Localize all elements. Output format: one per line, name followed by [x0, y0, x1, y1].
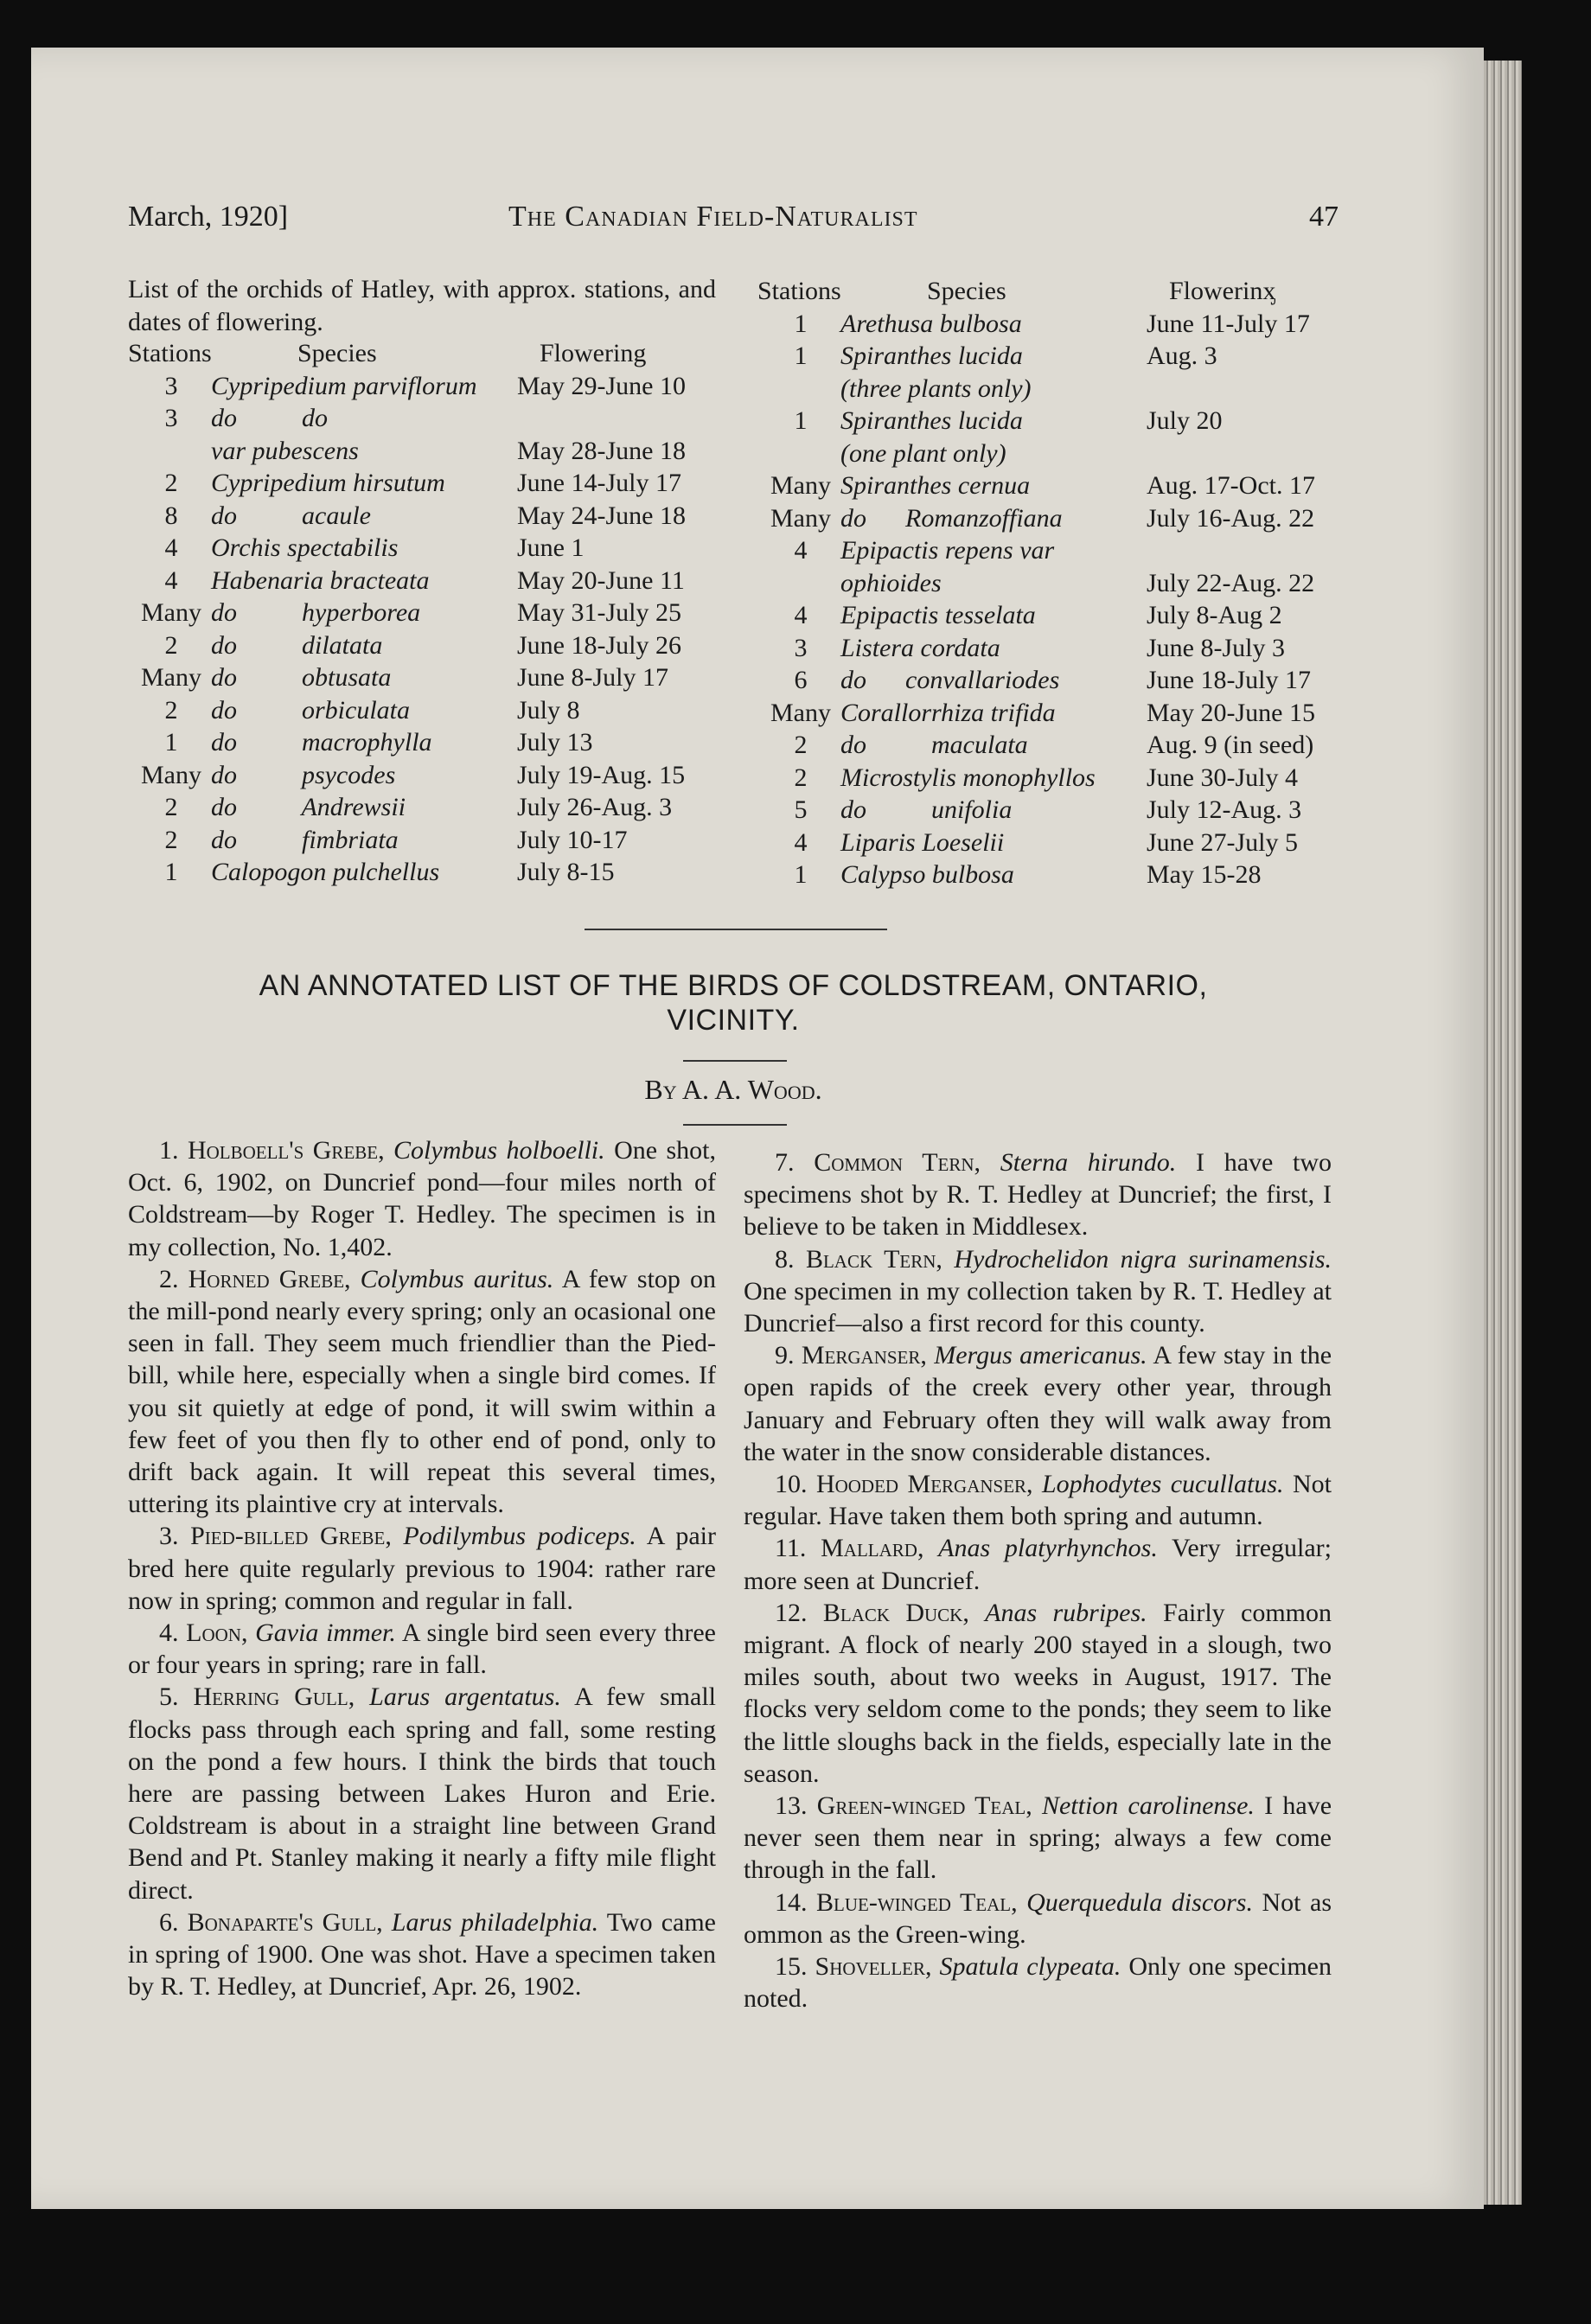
orchid-table-header-right — [757, 275, 1345, 308]
orchid-row — [757, 340, 1345, 373]
common-name: Loon, — [186, 1618, 248, 1648]
orchid-row — [128, 791, 725, 824]
station-count: 3 — [164, 371, 178, 400]
flowering-dates: Aug. 9 (in seed) — [1147, 731, 1314, 759]
station-count: 1 — [794, 406, 808, 435]
orchid-row — [757, 762, 1345, 795]
station-count: 2 — [164, 630, 178, 660]
entry-text: Two came in spring of 1900. One was shot. Have a specimen taken by R. T. Hedley, at Duncrief, Apr. 26, 1902. — [128, 1907, 716, 2002]
flowering-dates: July 22-Aug. 22 — [1147, 568, 1315, 597]
station-count: Many — [141, 760, 201, 789]
station-count: Many — [770, 503, 831, 533]
orchid-table-left — [128, 337, 725, 889]
flowering-dates: Aug. 17-Oct. 17 — [1147, 471, 1315, 500]
common-name: Green-winged Teal, — [816, 1791, 1032, 1821]
species-name: Corallorrhiza trifida — [840, 698, 1056, 727]
entry-text: Only one specimen noted. — [744, 1952, 1332, 2014]
orchid-row — [757, 827, 1345, 859]
species-name: Liparis Loeselii — [840, 827, 1005, 857]
orchid-row — [128, 402, 725, 435]
orchid-row — [128, 694, 725, 727]
species-name: var pubescens — [211, 436, 359, 465]
orchid-list-intro: List of the orchids of Hatley, with approx. stations, and dates of flowering. — [128, 275, 716, 336]
entry-number: 14. — [775, 1887, 808, 1917]
species-name: Calopogon pulchellus — [211, 858, 440, 886]
journal-title: The Canadian Field-Naturalist — [508, 201, 918, 233]
bird-entry — [128, 1681, 716, 1906]
entry-text: One specimen in my collection taken by R. T. Hedley at Duncrief—also a first record for this county. — [744, 1276, 1332, 1338]
scientific-name: Podilymbus podiceps. — [403, 1522, 636, 1551]
species-name: do dilatata — [211, 630, 383, 660]
scientific-name: Hydrochelidon nigra surinamensis. — [954, 1244, 1332, 1274]
species-name: (one plant only) — [840, 438, 1006, 468]
orchid-row — [757, 373, 1345, 405]
bird-entry — [128, 1617, 716, 1681]
entry-text: A pair bred here quite regularly previous to 1904: rather rare now in spring; common and regular in fall. — [128, 1522, 716, 1615]
bird-entry — [744, 1950, 1332, 2014]
station-count: 5 — [794, 795, 808, 824]
orchid-row — [757, 308, 1345, 341]
station-count: 2 — [794, 731, 808, 759]
bird-entry — [128, 1263, 716, 1521]
entry-text: Fairly common migrant. A flock of nearly 200 stayed in a slough, two miles south, about two weeks in August, 1917. The flocks very seldom come to the ponds; they seem to like the little sloughs back in the fields, especially late in the season. — [744, 1598, 1332, 1788]
species-name: (three plants only) — [840, 374, 1032, 403]
article-title-line2: VICINITY. — [667, 1004, 800, 1037]
species-name: do Romanzoffiana — [840, 503, 1063, 533]
bird-entry — [744, 1597, 1332, 1790]
entry-text: I have never seen them near in spring; always a few come through in the fall. — [744, 1791, 1332, 1885]
common-name: Horned Grebe, — [188, 1264, 351, 1293]
scientific-name: Gavia immer. — [255, 1618, 396, 1648]
species-name: do convallariodes — [840, 666, 1060, 694]
entry-number: 7. — [775, 1148, 795, 1177]
station-count: 4 — [794, 601, 808, 629]
station-count: 2 — [794, 763, 808, 792]
species-name: Orchis spectabilis — [211, 533, 399, 562]
orchid-row — [757, 697, 1345, 730]
species-name: Cypripedium hirsutum — [211, 469, 445, 497]
orchid-row — [757, 794, 1345, 827]
orchid-row — [128, 661, 725, 694]
common-name: Bonaparte's Gull, — [187, 1907, 383, 1937]
bird-entry — [744, 1468, 1332, 1532]
bird-entry — [744, 1887, 1332, 1950]
entry-text: A single bird seen every three or four years in spring; rare in fall. — [128, 1618, 716, 1680]
birds-column-left — [128, 1134, 716, 2002]
entry-number: 1. — [159, 1136, 179, 1165]
scientific-name: Colymbus auritus. — [360, 1264, 554, 1293]
bird-entry — [128, 1520, 716, 1617]
species-name: Spiranthes lucida — [840, 342, 1023, 370]
flowering-dates: May 20-June 15 — [1147, 698, 1315, 727]
species-name: do psycodes — [211, 760, 396, 789]
flowering-dates: July 12-Aug. 3 — [1147, 795, 1302, 824]
station-count: 2 — [164, 469, 178, 497]
station-count: 2 — [164, 825, 178, 854]
station-count: Many — [770, 698, 831, 727]
book-page-edges — [1484, 61, 1522, 2205]
bird-entry — [744, 1532, 1332, 1596]
entry-number: 10. — [775, 1470, 808, 1499]
flowering-dates: May 28-June 18 — [517, 436, 686, 465]
species-name: Calypso bulbosa — [840, 860, 1014, 889]
header-species-right: Species — [927, 277, 1006, 305]
byline: By A. A. Wood. — [644, 1074, 822, 1105]
orchid-row — [128, 597, 725, 629]
common-name: Holboell's Grebe, — [187, 1136, 385, 1165]
species-name: do fimbriata — [211, 825, 399, 854]
orchid-table-header — [128, 337, 725, 370]
bird-entry — [744, 1243, 1332, 1340]
station-count: 3 — [164, 404, 178, 432]
orchid-row — [128, 629, 725, 662]
orchid-row — [128, 759, 725, 792]
station-count: 4 — [164, 533, 178, 562]
bird-entry — [744, 1146, 1332, 1243]
byline-rule — [683, 1124, 787, 1126]
orchid-rows-right — [757, 308, 1345, 891]
station-count: 4 — [794, 536, 808, 565]
scientific-name: Spatula clypeata. — [939, 1952, 1121, 1982]
flowering-dates: June 8-July 17 — [517, 663, 668, 692]
entry-number: 11. — [775, 1534, 807, 1563]
orchid-row — [128, 565, 725, 597]
entry-text: A few stay in the open rapids of the creek every other year, through January and February often they will walk away from the water in the snow considerable distances. — [744, 1341, 1332, 1466]
entry-number: 6. — [159, 1907, 179, 1937]
flowering-dates: June 11-July 17 — [1147, 309, 1310, 338]
bird-entry — [744, 1790, 1332, 1887]
species-name: Spiranthes cernua — [840, 471, 1031, 500]
species-name: Habenaria bracteata — [211, 565, 430, 595]
species-name: do orbiculata — [211, 695, 410, 725]
orchid-row — [757, 405, 1345, 437]
entry-number: 8. — [775, 1244, 795, 1274]
orchid-row — [757, 437, 1345, 470]
issue-date: March, 1920] — [128, 201, 289, 233]
station-count: 4 — [794, 827, 808, 857]
orchid-row — [757, 632, 1345, 665]
species-name: Cypripedium parviflorum — [211, 371, 477, 400]
entry-text: I have two specimens shot by R. T. Hedley at Duncrief; the first, I believe to be taken in Middlesex. — [744, 1148, 1332, 1242]
entry-text: Not regular. Have taken them both spring and autumn. — [744, 1470, 1332, 1531]
station-count: 1 — [794, 342, 808, 370]
species-name: do do — [211, 404, 328, 432]
header-flowering-right: Flowerinᶍ — [1169, 277, 1276, 305]
orchid-table-right — [757, 275, 1345, 891]
station-count: 6 — [794, 666, 808, 694]
common-name: Pied-billed Grebe, — [190, 1522, 392, 1551]
species-name: Epipactis tesselata — [840, 601, 1036, 629]
station-count: 4 — [164, 565, 178, 595]
flowering-dates: July 10-17 — [517, 825, 628, 854]
flowering-dates: June 14-July 17 — [517, 469, 681, 497]
entry-number: 2. — [159, 1264, 179, 1293]
flowering-dates: May 31-July 25 — [517, 598, 681, 627]
flowering-dates: Aug. 3 — [1147, 342, 1217, 370]
orchid-row — [128, 726, 725, 759]
orchid-row — [757, 534, 1345, 567]
flowering-dates: June 18-July 17 — [1147, 666, 1311, 694]
orchid-row — [128, 824, 725, 857]
header-stations-right: Stations — [757, 277, 841, 305]
flowering-dates: July 8 — [517, 695, 580, 725]
flowering-dates: May 24-June 18 — [517, 501, 686, 530]
entry-number: 13. — [775, 1791, 808, 1821]
entry-number: 3. — [159, 1522, 179, 1551]
species-name: Listera cordata — [840, 633, 1000, 662]
scientific-name: Larus philadelphia. — [391, 1907, 599, 1937]
article-title-line1: AN ANNOTATED LIST OF THE BIRDS OF COLDSTREAM, ONTARIO, — [259, 969, 1208, 1002]
flowering-dates: June 1 — [517, 533, 585, 562]
flowering-dates: June 8-July 3 — [1147, 633, 1285, 662]
station-count: 1 — [794, 309, 808, 338]
entry-text: One shot, Oct. 6, 1902, on Duncrief pond—four miles north of Coldstream—by Roger T. Hedley. The specimen is in my collection, No. 1,402. — [128, 1136, 717, 1261]
scientific-name: Sterna hirundo. — [1000, 1148, 1177, 1177]
flowering-dates: May 20-June 11 — [517, 565, 685, 595]
entry-number: 5. — [159, 1682, 179, 1712]
bird-entry — [128, 1906, 716, 2003]
section-divider — [585, 929, 887, 930]
flowering-dates: May 15-28 — [1147, 860, 1262, 889]
orchid-row — [757, 729, 1345, 762]
scientific-name: Colymbus holboelli. — [393, 1136, 605, 1165]
entry-text: Very irregular; more seen at Duncrief. — [744, 1534, 1332, 1595]
bird-entry — [744, 1339, 1332, 1468]
station-count: 2 — [164, 695, 178, 725]
station-count: 1 — [164, 858, 178, 886]
flowering-dates: July 20 — [1147, 406, 1223, 435]
species-name: do maculata — [840, 731, 1028, 759]
header-stations: Stations — [128, 339, 212, 367]
flowering-dates: July 8-Aug 2 — [1147, 601, 1282, 629]
species-name: do hyperborea — [211, 598, 421, 627]
scientific-name: Larus argentatus. — [369, 1682, 561, 1712]
orchid-row — [128, 370, 725, 403]
entry-text: A few small flocks pass through each spring and fall, some resting on the pond a few hours. I think the birds that touch here are passing between Lakes Huron and Erie. Coldstream is about in a straight line between Grand Bend and Pt. Stanley making it nearly a fifty mile flight direct. — [128, 1682, 716, 1905]
header-flowering: Flowering — [540, 339, 647, 367]
station-count: Many — [141, 598, 201, 627]
flowering-dates: June 18-July 26 — [517, 630, 681, 660]
species-name: do Andrewsii — [211, 793, 406, 821]
scientific-name: Querquedula discors. — [1026, 1887, 1253, 1917]
station-count: 3 — [794, 633, 808, 662]
flowering-dates: July 13 — [517, 728, 593, 757]
orchid-row — [757, 502, 1345, 535]
orchid-row — [128, 467, 725, 500]
orchid-row — [757, 599, 1345, 632]
common-name: Common Tern, — [814, 1148, 981, 1177]
station-count: Many — [770, 471, 831, 500]
station-count: Many — [141, 663, 201, 692]
species-name: Spiranthes lucida — [840, 406, 1023, 435]
orchid-rows-left — [128, 370, 725, 889]
entry-text: Not as ommon as the Green-wing. — [744, 1887, 1332, 1949]
station-count: 8 — [164, 501, 178, 530]
orchid-row — [128, 500, 725, 533]
station-count: 1 — [164, 728, 178, 757]
orchid-row — [757, 469, 1345, 502]
flowering-dates: July 8-15 — [517, 858, 615, 886]
common-name: Merganser, — [801, 1341, 927, 1370]
common-name: Black Duck, — [822, 1598, 969, 1627]
flowering-dates: May 29-June 10 — [517, 371, 686, 400]
orchid-row — [128, 532, 725, 565]
species-name: do unifolia — [840, 795, 1013, 824]
common-name: Hooded Merganser, — [815, 1470, 1033, 1499]
entry-number: 15. — [775, 1952, 808, 1982]
common-name: Herring Gull, — [193, 1682, 355, 1712]
bird-entry — [128, 1134, 716, 1263]
flowering-dates: June 30-July 4 — [1147, 763, 1298, 792]
scientific-name: Anas rubripes. — [985, 1598, 1147, 1627]
species-name: Arethusa bulbosa — [840, 309, 1022, 338]
common-name: Shoveller, — [815, 1952, 932, 1982]
orchid-row — [128, 435, 725, 468]
header-species: Species — [297, 339, 377, 367]
species-name: ophioides — [840, 568, 942, 597]
title-rule — [683, 1060, 787, 1062]
birds-column-right — [744, 1146, 1332, 2014]
page-number: 47 — [1309, 201, 1339, 233]
entry-number: 12. — [775, 1598, 808, 1627]
orchid-row — [757, 664, 1345, 697]
entry-number: 4. — [159, 1618, 179, 1648]
entry-number: 9. — [775, 1341, 795, 1370]
orchid-row — [128, 856, 725, 889]
common-name: Mallard, — [821, 1534, 924, 1563]
orchid-row — [757, 567, 1345, 600]
flowering-dates: July 19-Aug. 15 — [517, 760, 686, 789]
common-name: Blue-winged Teal, — [816, 1887, 1018, 1917]
station-count: 2 — [164, 793, 178, 821]
flowering-dates: July 26-Aug. 3 — [517, 793, 673, 821]
running-header — [128, 201, 1339, 252]
flowering-dates: July 16-Aug. 22 — [1147, 503, 1315, 533]
scientific-name: Mergus americanus. — [934, 1341, 1147, 1370]
common-name: Black Tern, — [805, 1244, 942, 1274]
orchid-row — [757, 859, 1345, 891]
species-name: do macrophylla — [211, 728, 432, 757]
station-count: 1 — [794, 860, 808, 889]
flowering-dates: June 27-July 5 — [1147, 827, 1298, 857]
species-name: do acaule — [211, 501, 371, 530]
scientific-name: Lophodytes cucullatus. — [1041, 1470, 1284, 1499]
species-name: do obtusata — [211, 663, 392, 692]
scientific-name: Anas platyrhynchos. — [938, 1534, 1158, 1563]
entry-text: A few stop on the mill-pond nearly every spring; only an ocasional one seen in fall. They seem much friendlier than the Pied-bill, while here, especially when a single bird comes. If you sit quietly at edge of pond, it will swim within a few feet of you then fly to other end of pond, only to drift back again. It will repeat this several times, uttering its plaintive cry at intervals. — [128, 1264, 717, 1519]
species-name: Epipactis repens var — [840, 536, 1055, 565]
scientific-name: Nettion carolinense. — [1041, 1791, 1255, 1821]
species-name: Microstylis monophyllos — [840, 763, 1096, 792]
